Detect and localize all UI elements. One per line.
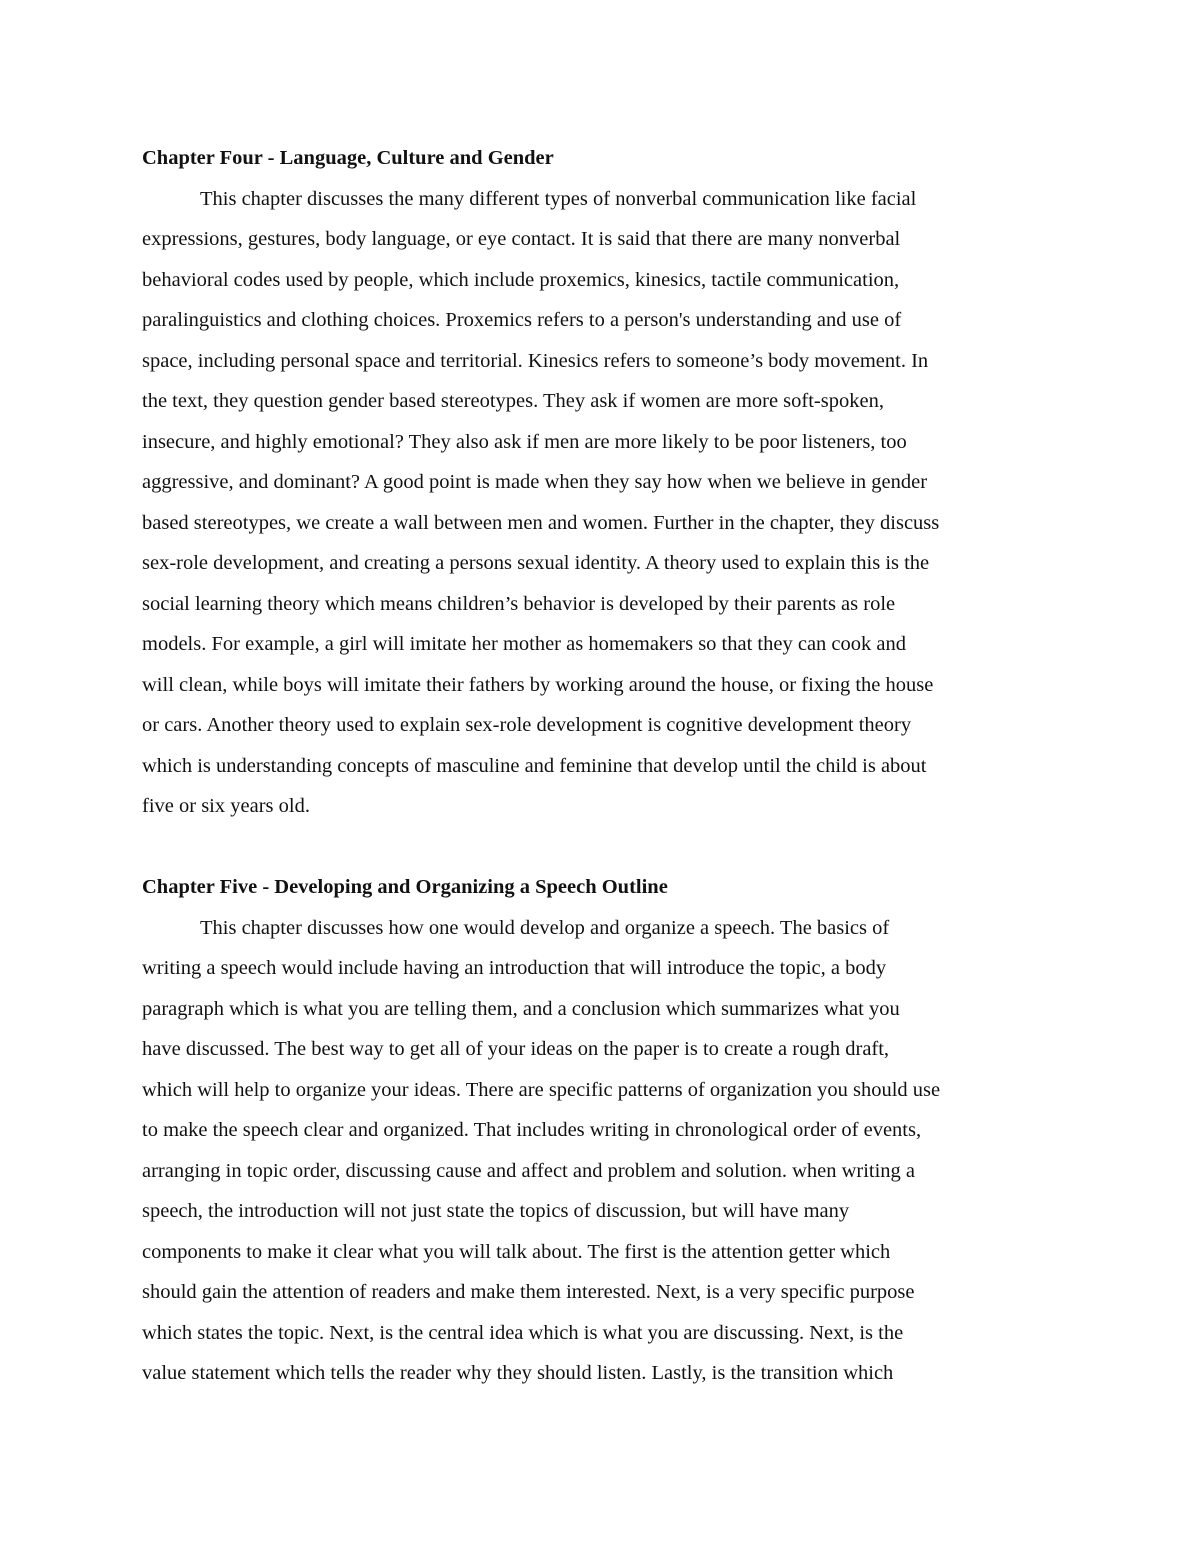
paragraph-line: should gain the attention of readers and make them interested. Next, is a very specific purpose [142,1281,915,1303]
paragraph-line: have discussed. The best way to get all of your ideas on the paper is to create a rough draft, [142,1038,890,1060]
paragraph-line: based stereotypes, we create a wall between men and women. Further in the chapter, they discuss [142,511,940,534]
paragraph-line: or cars. Another theory used to explain sex-role development is cognitive development theory [142,714,912,736]
section-chapter-five [142,867,1062,1394]
paragraph-line: writing a speech would include having an introduction that will introduce the topic, a body [142,957,887,979]
paragraph-line: sex-role development, and creating a persons sexual identity. A theory used to explain this is the [142,552,930,574]
paragraph-line: This chapter discusses the many different types of nonverbal communication like facial [200,187,917,210]
paragraph-line: expressions, gestures, body language, or eye contact. It is said that there are many nonverbal [142,228,901,250]
section-paragraph [142,908,1062,1394]
paragraph-line: which is understanding concepts of masculine and feminine that develop until the child is about [142,754,927,777]
paragraph-line: This chapter discusses how one would develop and organize a speech. The basics of [200,916,890,939]
paragraph-line: to make the speech clear and organized. That includes writing in chronological order of events, [142,1119,922,1141]
paragraph-line: behavioral codes used by people, which include proxemics, kinesics, tactile communication, [142,268,900,291]
paragraph-line: arranging in topic order, discussing cause and affect and problem and solution. when writing a [142,1159,916,1182]
paragraph-line: five or six years old. [142,795,310,817]
document-content [142,138,1062,1394]
paragraph-line: paralinguistics and clothing choices. Proxemics refers to a person's understanding and use of [142,309,902,331]
paragraph-line: the text, they question gender based stereotypes. They ask if women are more soft-spoken, [142,390,884,412]
paragraph-line: paragraph which is what you are telling them, and a conclusion which summarizes what you [142,997,900,1020]
paragraph-line: aggressive, and dominant? A good point is made when they say how when we believe in gender [142,471,928,493]
section-chapter-four [142,138,1062,827]
paragraph-line: models. For example, a girl will imitate her mother as homemakers so that they can cook and [142,633,906,655]
paragraph-line: will clean, while boys will imitate their fathers by working around the house, or fixing the house [142,673,934,696]
section-heading: Chapter Five - Developing and Organizing a Speech Outline [142,876,668,898]
paragraph-line: which states the topic. Next, is the central idea which is what you are discussing. Next, is the [142,1321,904,1344]
paragraph-line: speech, the introduction will not just state the topics of discussion, but will have many [142,1200,850,1222]
paragraph-line: value statement which tells the reader why they should listen. Lastly, is the transition which [142,1362,894,1384]
section-paragraph [142,179,1062,827]
paragraph-line: components to make it clear what you will talk about. The first is the attention getter which [142,1240,891,1263]
paragraph-line: space, including personal space and territorial. Kinesics refers to someone’s body movement. In [142,349,929,372]
paragraph-line: insecure, and highly emotional? They also ask if men are more likely to be poor listeners, too [142,430,907,453]
paragraph-line: social learning theory which means children’s behavior is developed by their parents as role [142,592,896,615]
section-heading: Chapter Four - Language, Culture and Gender [142,147,554,169]
paragraph-line: which will help to organize your ideas. There are specific patterns of organization you should use [142,1078,941,1101]
